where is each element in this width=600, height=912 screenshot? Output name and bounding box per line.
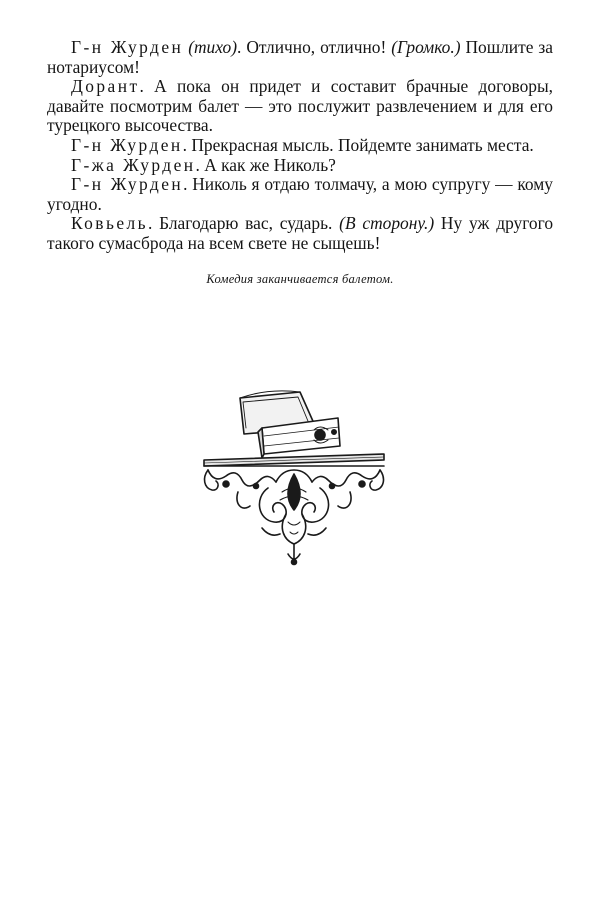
speaker-name: Г-н Журден — [71, 134, 183, 155]
speech-text: . Отлично, отлично! — [237, 37, 392, 57]
speaker-name: Ковьель — [71, 213, 148, 234]
speech-text: . Благодарю вас, сударь. — [147, 213, 340, 234]
speech-text: . Николь я отдаю толмачу, а мою супругу — кому угодно. — [47, 174, 553, 214]
casket-on-baroque-bracket-icon — [198, 388, 390, 568]
closing-stage-direction: Комедия заканчивается балетом. — [206, 272, 394, 286]
speech-text: Ну уж другого такого сумасброда на всем свете не сыщешь! — [47, 213, 554, 253]
dialogue-line — [47, 156, 553, 176]
speaker-name: Г-н Журден — [71, 37, 184, 57]
dialogue-line — [47, 136, 553, 156]
stage-direction: (тихо) — [188, 37, 238, 57]
dialogue-line — [47, 214, 553, 253]
dialogue-line — [47, 175, 553, 214]
speech-text: . Прекрасная мысль. Пойдемте занимать места. — [182, 134, 534, 155]
speech-text: . А как же Николь? — [195, 154, 336, 175]
stage-direction: (В сторону.) — [339, 213, 435, 234]
dialogue-line — [47, 38, 553, 77]
dialogue-line — [47, 77, 553, 136]
speaker-name: Г-н Журден — [71, 174, 184, 195]
speech-text: Пошлите за нотариусом! — [47, 37, 553, 77]
speaker-name: Дорант — [71, 76, 140, 97]
dialogue-text — [47, 38, 553, 254]
stage-direction: (Громко.) — [391, 37, 461, 57]
speaker-name: Г-жа Журден — [71, 154, 196, 175]
speech-text: . А пока он придет и составит брачные договоры, давайте посмотрим балет — это послужит развлечением и для его турецкого высочества. — [47, 76, 553, 136]
